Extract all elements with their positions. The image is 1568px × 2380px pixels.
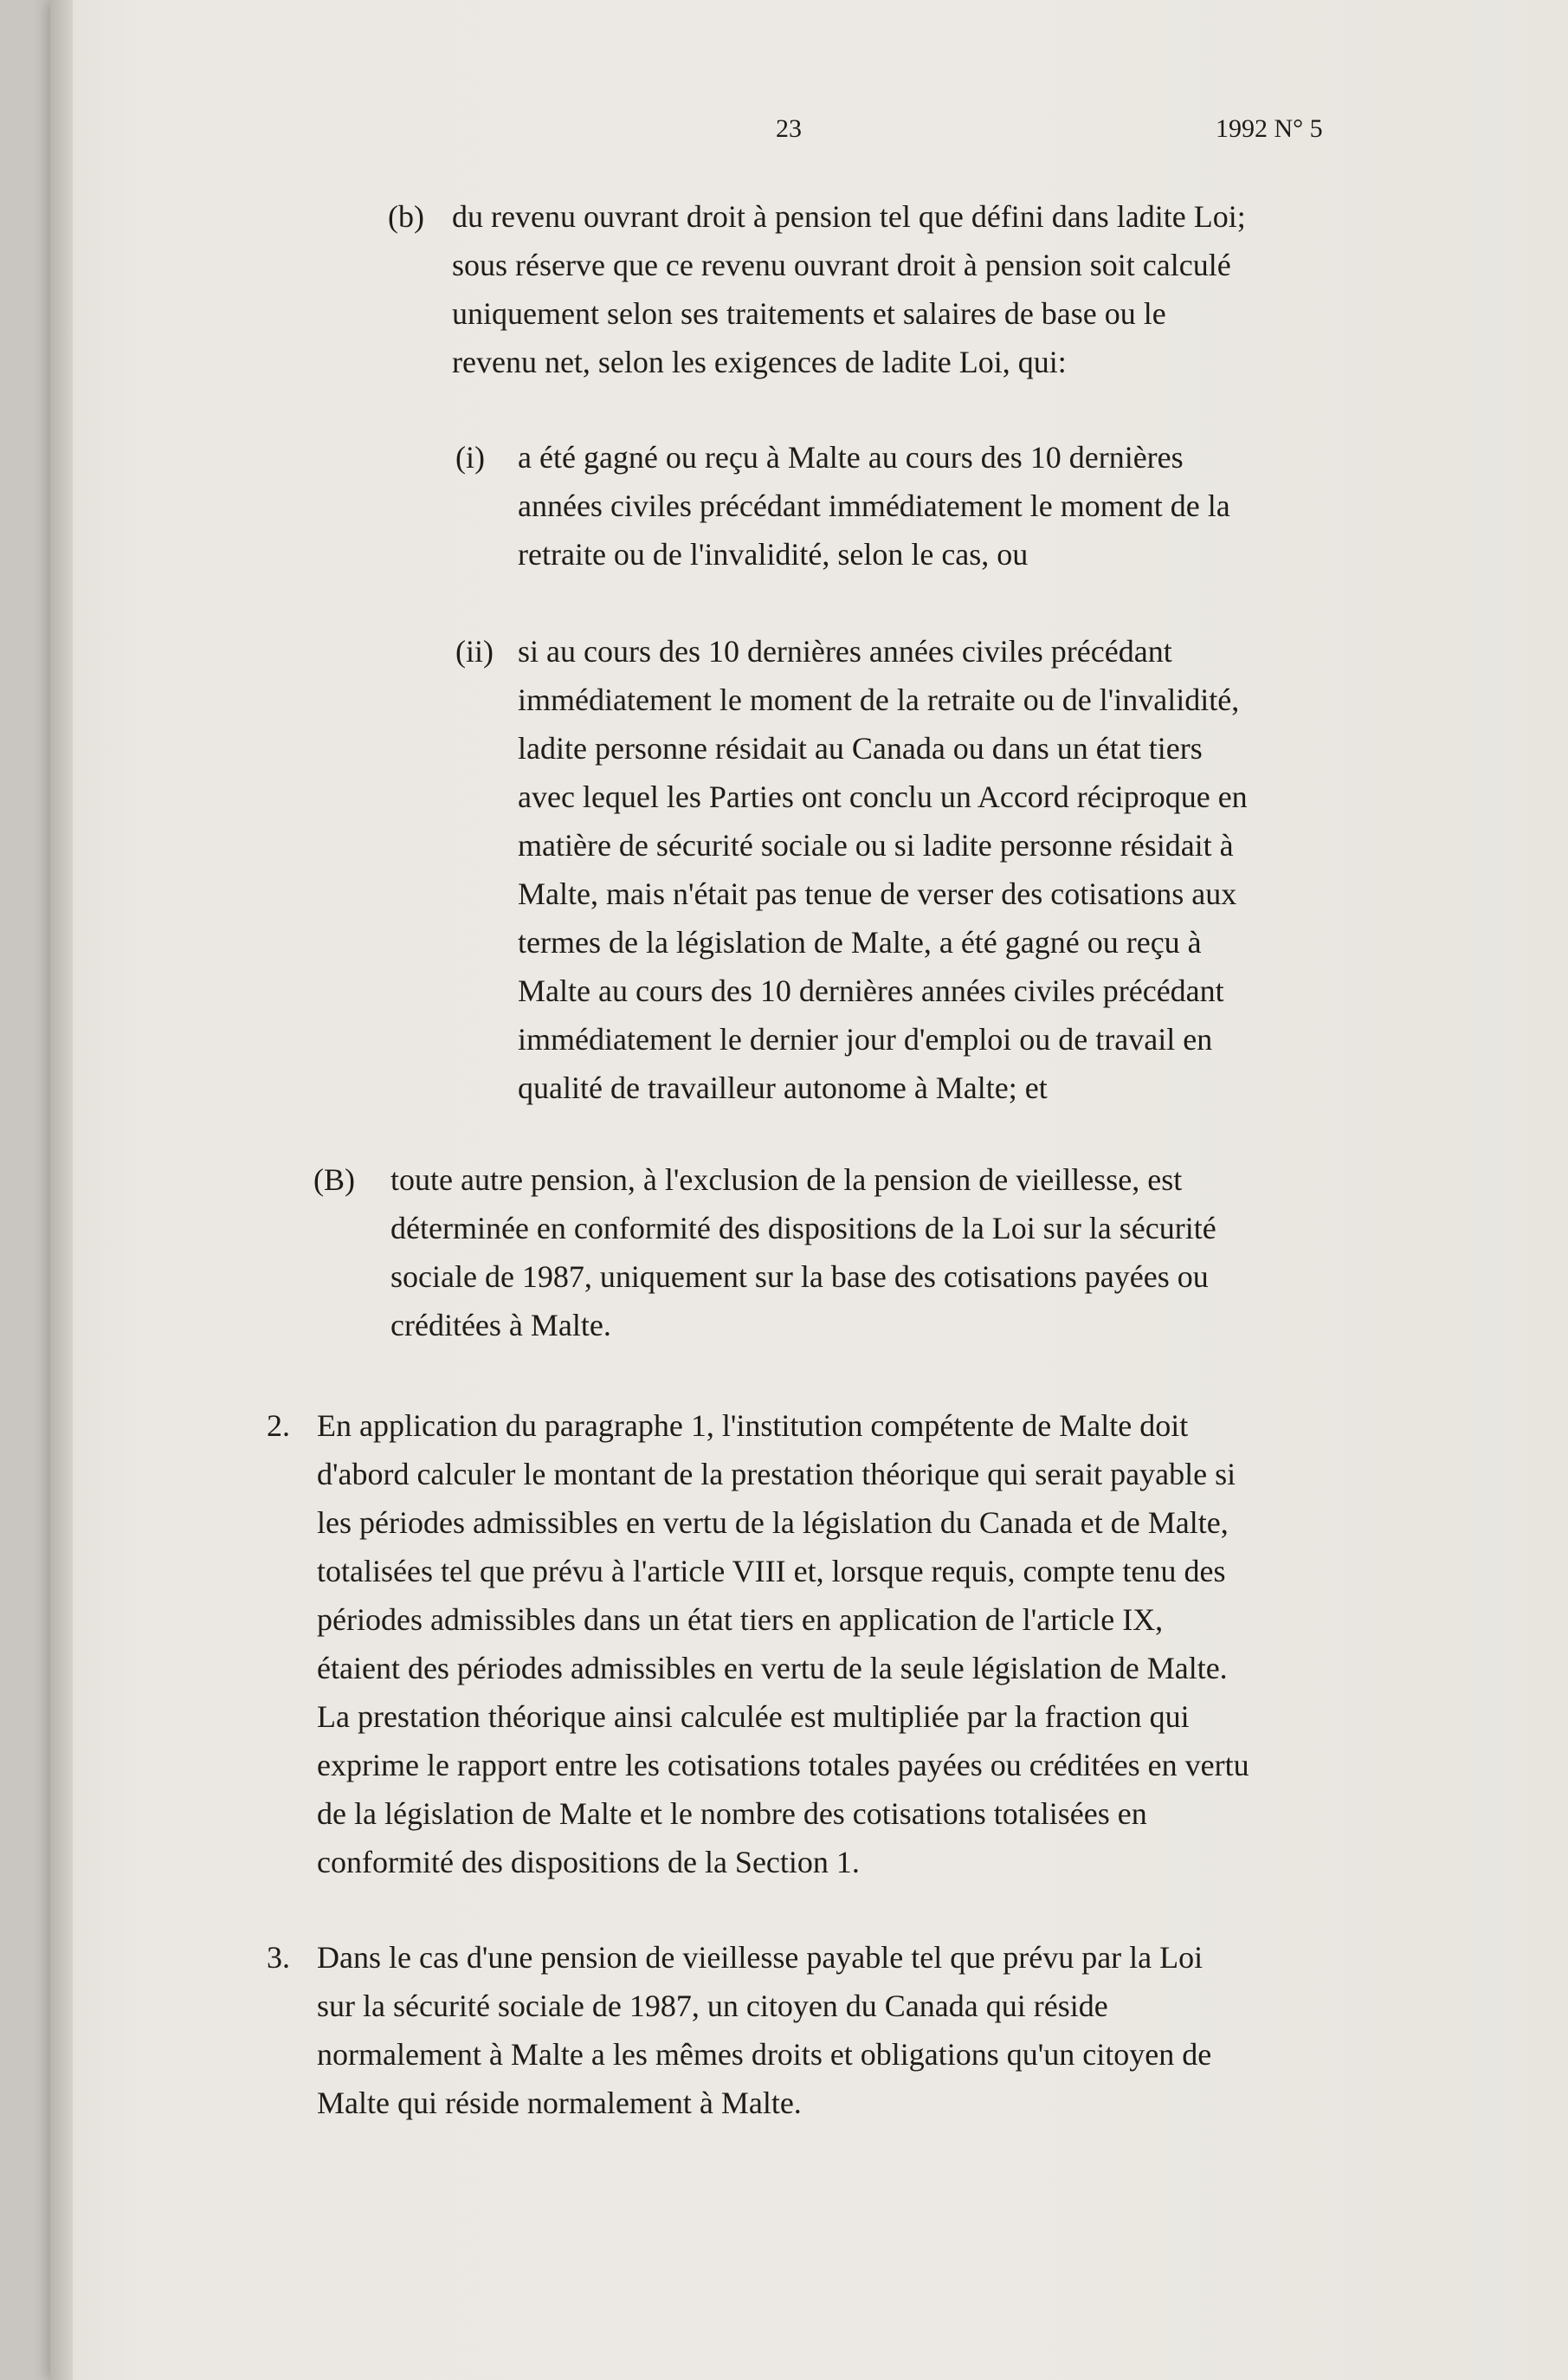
item-B-marker: (B) [313,1162,355,1197]
page-number: 23 [776,114,802,143]
item-b-marker: (b) [388,199,424,234]
page-binding-edge [50,0,73,2380]
item-i-marker: (i) [455,440,485,475]
item-b-text: du revenu ouvrant droit à pension tel que défini dans ladite Loi; sous réserve que ce revenu ouvrant droit à pension soit calculé uniquement selon ses traitements et salaires de base ou le revenu net, selon les exigences de ladite Loi, qui: [452,199,1246,379]
item-ii-marker: (ii) [455,634,494,669]
paragraph-3-text: Dans le cas d'une pension de vieillesse payable tel que prévu par la Loi sur la sécurité sociale de 1987, un citoyen du Canada qui réside normalement à Malte a les mêmes droits et obligations qu'un citoyen de Malte qui réside normalement à Malte. [317,1940,1212,2120]
item-B-text: toute autre pension, à l'exclusion de la pension de vieillesse, est déterminée en conformité des dispositions de la Loi sur la sécurité sociale de 1987, uniquement sur la base des cotisations payées ou créditées à Malte. [390,1162,1216,1342]
document-reference: 1992 N° 5 [1216,114,1323,143]
item-ii-text: si au cours des 10 dernières années civiles précédant immédiatement le moment de la retraite ou de l'invalidité, ladite personne résidait au Canada ou dans un état tiers avec lequel les Parties ont conclu un Accord réciproque en matière de sécurité sociale ou si ladite personne résidait à Malte, mais n'était pas tenue de verser des cotisations aux termes de la législation de Malte, a été gagné ou reçu à Malte au cours des 10 dernières années civiles précédant immédiatement le dernier jour d'emploi ou de travail en qualité de travailleur autonome à Malte; et [518,634,1248,1105]
item-i-text: a été gagné ou reçu à Malte au cours des 10 dernières années civiles précédant immédiatement le moment de la retraite ou de l'invalidité, selon le cas, ou [518,440,1230,572]
paragraph-2-marker: 2. [267,1408,290,1443]
paragraph-2-text: En application du paragraphe 1, l'institution compétente de Malte doit d'abord calculer le montant de la prestation théorique qui serait payable si les périodes admissibles en vertu de la législation du Canada et de Malte, totalisées tel que prévu à l'article VIII et, lorsque requis, compte tenu des périodes admissibles dans un état tiers en application de l'article IX, étaient des périodes admissibles en vertu de la seule législation de Malte. La prestation théorique ainsi calculée est multipliée par la fraction qui exprime le rapport entre les cotisations totales payées ou créditées en vertu de la législation de Malte et le nombre des cotisations totalisées en conformité des dispositions de la Section 1. [317,1408,1249,1879]
paragraph-3-marker: 3. [267,1940,290,1975]
